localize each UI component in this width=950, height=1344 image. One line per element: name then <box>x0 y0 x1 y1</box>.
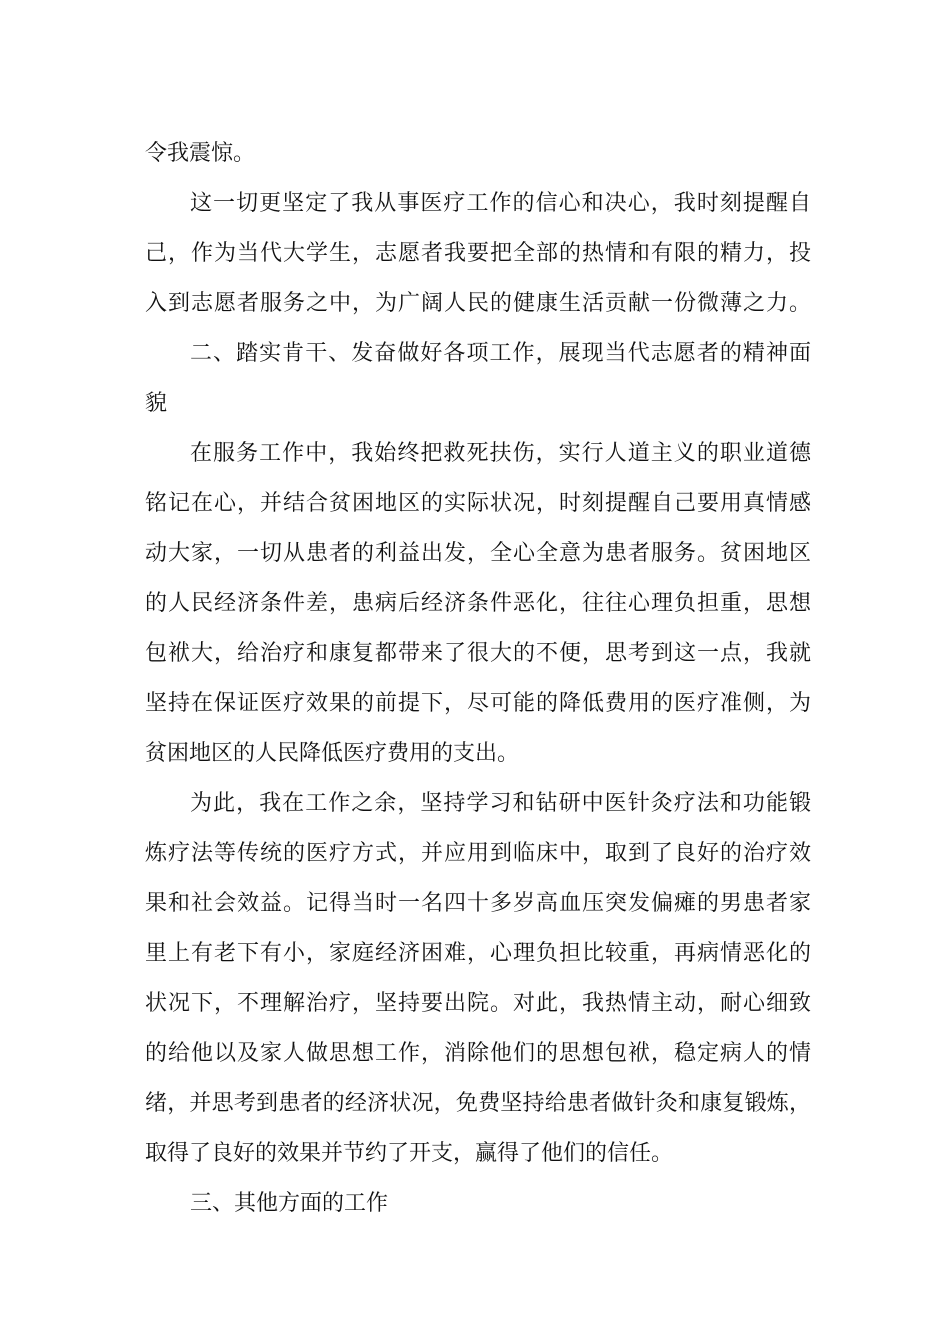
paragraph-line: 在服务工作中，我始终把救死扶伤，实行人道主义的职业道德 <box>190 441 811 466</box>
paragraph-line: 状况下，不理解治疗，坚持要出院。对此，我热情主动，耐心细致 <box>145 991 811 1016</box>
paragraph-line: 包袱大，给治疗和康复都带来了很大的不便，思考到这一点，我就 <box>145 641 811 666</box>
paragraph-line: 坚持在保证医疗效果的前提下，尽可能的降低费用的医疗准侧，为 <box>145 691 811 716</box>
paragraph-line: 果和社会效益。记得当时一名四十多岁高血压突发偏瘫的男患者家 <box>145 891 811 916</box>
paragraph-line: 铭记在心，并结合贫困地区的实际状况，时刻提醒自己要用真情感 <box>145 491 811 516</box>
paragraph-line: 炼疗法等传统的医疗方式，并应用到临床中，取到了良好的治疗效 <box>145 841 811 866</box>
paragraph-line: 里上有老下有小，家庭经济困难，心理负担比较重，再病情恶化的 <box>145 941 811 966</box>
section-heading: 二、踏实肯干、发奋做好各项工作，展现当代志愿者的精神面 <box>190 341 811 366</box>
paragraph-line: 动大家，一切从患者的利益出发，全心全意为患者服务。贫困地区 <box>145 541 811 566</box>
paragraph-line: 为此，我在工作之余，坚持学习和钻研中医针灸疗法和功能锻 <box>190 791 811 816</box>
section-heading: 貌 <box>145 391 168 416</box>
paragraph-line: 这一切更坚定了我从事医疗工作的信心和决心，我时刻提醒自 <box>190 191 811 216</box>
paragraph-line: 的人民经济条件差，患病后经济条件恶化，往往心理负担重，思想 <box>145 591 811 616</box>
paragraph-line: 己，作为当代大学生，志愿者我要把全部的热情和有限的精力，投 <box>145 241 811 266</box>
paragraph-line: 绪，并思考到患者的经济状况，免费坚持给患者做针灸和康复锻炼， <box>145 1091 811 1116</box>
section-heading: 三、其他方面的工作 <box>190 1191 389 1216</box>
paragraph-line: 令我震惊。 <box>145 141 256 166</box>
paragraph-line: 入到志愿者服务之中，为广阔人民的健康生活贡献一份微薄之力。 <box>145 291 811 316</box>
paragraph-line: 取得了良好的效果并节约了开支，赢得了他们的信任。 <box>145 1141 674 1166</box>
paragraph-line: 的给他以及家人做思想工作，消除他们的思想包袱，稳定病人的情 <box>145 1041 811 1066</box>
paragraph-line: 贫困地区的人民降低医疗费用的支出。 <box>145 741 520 766</box>
